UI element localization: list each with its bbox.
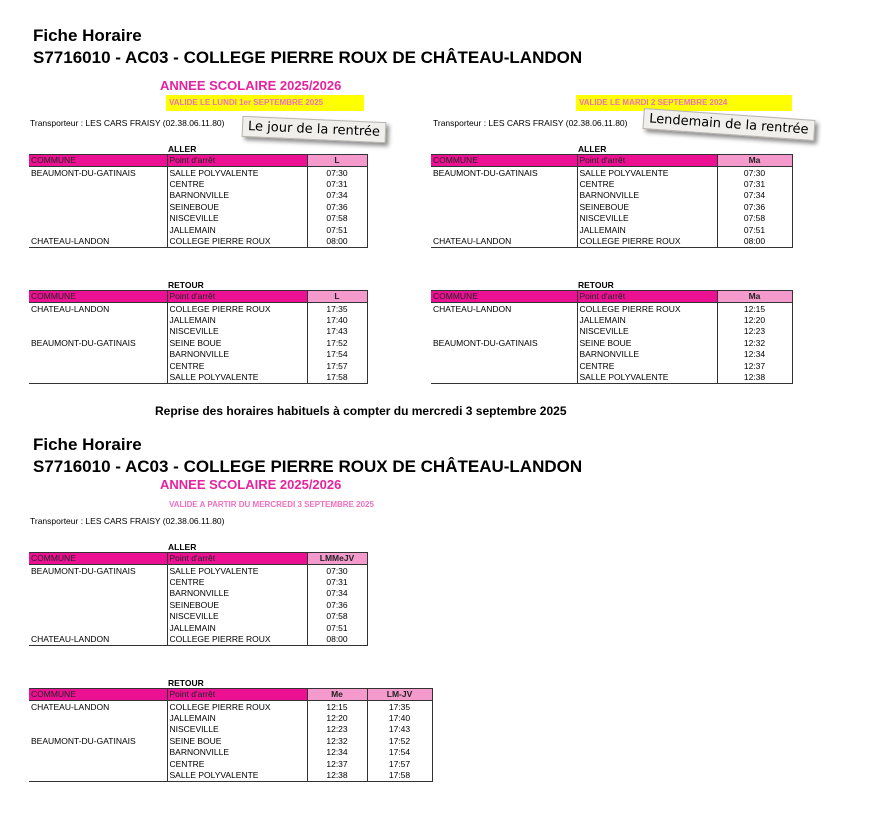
- stop-cell: CENTRE: [167, 758, 307, 769]
- transporteur-right: Transporteur : LES CARS FRAISY (02.38.06.11.80): [433, 118, 628, 128]
- retour-title-left: RETOUR: [168, 280, 204, 290]
- time-cell: 17:58: [307, 372, 367, 384]
- time-cell: 08:00: [717, 236, 792, 248]
- stop-cell: SEINE BOUE: [577, 338, 717, 349]
- time-cell: 07:34: [307, 588, 367, 599]
- stop-cell: JALLEMAIN: [167, 315, 307, 326]
- commune-cell: [431, 360, 577, 371]
- time-cell: 17:43: [367, 724, 432, 735]
- commune-cell: [29, 224, 167, 235]
- stop-cell: JALLEMAIN: [167, 224, 307, 235]
- transporteur-2: Transporteur : LES CARS FRAISY (02.38.06.11.80): [30, 516, 225, 526]
- stop-cell: SALLE POLYVALENTE: [577, 372, 717, 384]
- commune-cell: [29, 588, 167, 599]
- stop-cell: SALLE POLYVALENTE: [167, 565, 307, 577]
- commune-cell: [29, 713, 167, 724]
- stop-cell: SEINEBOUE: [167, 202, 307, 213]
- time-cell: 17:54: [307, 349, 367, 360]
- table-header-row: [29, 553, 367, 565]
- table-row: [29, 202, 367, 213]
- commune-cell: [431, 372, 577, 384]
- stop-cell: JALLEMAIN: [167, 622, 307, 633]
- time-cell: 07:58: [307, 611, 367, 622]
- time-cell: 07:30: [307, 565, 367, 577]
- column-header: LMMeJV: [307, 553, 367, 565]
- time-cell: 07:30: [717, 167, 792, 179]
- table-header-row: [29, 689, 432, 701]
- time-cell: 17:40: [307, 315, 367, 326]
- table-row: [431, 179, 792, 190]
- time-cell: 12:37: [307, 758, 367, 769]
- table-row: [431, 202, 792, 213]
- stop-cell: SEINE BOUE: [167, 736, 307, 747]
- time-cell: 07:34: [307, 190, 367, 201]
- table-row: [29, 167, 367, 179]
- commune-cell: CHATEAU-LANDON: [29, 634, 167, 646]
- commune-cell: [431, 213, 577, 224]
- commune-cell: [29, 349, 167, 360]
- stop-cell: BARNONVILLE: [167, 588, 307, 599]
- stop-cell: NISCEVILLE: [167, 213, 307, 224]
- time-cell: 12:15: [307, 701, 367, 713]
- table-row: [29, 303, 367, 315]
- time-cell: 12:23: [717, 326, 792, 337]
- table-row: [431, 190, 792, 201]
- table-row: [29, 179, 367, 190]
- commune-cell: [29, 611, 167, 622]
- retour-title-right: RETOUR: [578, 280, 614, 290]
- stop-cell: NISCEVILLE: [167, 724, 307, 735]
- commune-cell: [29, 326, 167, 337]
- table-row: [431, 338, 792, 349]
- table-row: [29, 349, 367, 360]
- table-row: [431, 213, 792, 224]
- table-row: [29, 634, 367, 646]
- stop-cell: CENTRE: [577, 360, 717, 371]
- table-row: [29, 622, 367, 633]
- table-row: [29, 577, 367, 588]
- column-header: L: [307, 155, 367, 167]
- stop-cell: JALLEMAIN: [167, 713, 307, 724]
- stop-cell: CENTRE: [167, 360, 307, 371]
- column-header: COMMUNE: [29, 291, 167, 303]
- commune-cell: [29, 315, 167, 326]
- time-cell: 17:54: [367, 747, 432, 758]
- validity-badge-right: VALIDE LE MARDI 2 SEPTEMBRE 2024: [576, 95, 792, 111]
- commune-cell: [29, 747, 167, 758]
- table-row: [431, 236, 792, 248]
- commune-cell: [431, 326, 577, 337]
- commune-cell: [431, 349, 577, 360]
- table-row: [29, 360, 367, 371]
- time-cell: 07:58: [307, 213, 367, 224]
- column-header: COMMUNE: [431, 155, 577, 167]
- table-row: [431, 224, 792, 235]
- time-cell: 07:58: [717, 213, 792, 224]
- commune-cell: [431, 190, 577, 201]
- commune-cell: [29, 179, 167, 190]
- column-header: COMMUNE: [29, 689, 167, 701]
- table-retour-right: [431, 290, 793, 384]
- table-row: [29, 372, 367, 384]
- note-lendemain-rentree: Lendemain de la rentrée: [642, 108, 815, 141]
- table-header-row: [29, 155, 367, 167]
- column-header: Ma: [717, 291, 792, 303]
- stop-cell: NISCEVILLE: [577, 213, 717, 224]
- line-title: S7716010 - AC03 - COLLEGE PIERRE ROUX DE CHÂTEAU-LANDON: [33, 48, 583, 67]
- time-cell: 12:20: [307, 713, 367, 724]
- table-row: [431, 167, 792, 179]
- transporteur-left: Transporteur : LES CARS FRAISY (02.38.06.11.80): [30, 118, 225, 128]
- stop-cell: COLLEGE PIERRE ROUX: [167, 236, 307, 248]
- column-header: LM-JV: [367, 689, 432, 701]
- commune-cell: BEAUMONT-DU-GATINAIS: [29, 565, 167, 577]
- table-retour-left: [29, 290, 368, 384]
- commune-cell: [29, 724, 167, 735]
- time-cell: 12:23: [307, 724, 367, 735]
- commune-cell: [431, 202, 577, 213]
- stop-cell: NISCEVILLE: [167, 326, 307, 337]
- stop-cell: COLLEGE PIERRE ROUX: [167, 634, 307, 646]
- commune-cell: [29, 600, 167, 611]
- time-cell: 07:51: [717, 224, 792, 235]
- time-cell: 07:51: [307, 622, 367, 633]
- time-cell: 17:40: [367, 713, 432, 724]
- aller-title-right: ALLER: [578, 144, 607, 154]
- time-cell: 12:37: [717, 360, 792, 371]
- stop-cell: NISCEVILLE: [577, 326, 717, 337]
- stop-cell: SALLE POLYVALENTE: [577, 167, 717, 179]
- table-header-row: [29, 291, 367, 303]
- time-cell: 17:52: [307, 338, 367, 349]
- table-row: [29, 224, 367, 235]
- stop-cell: SEINEBOUE: [577, 202, 717, 213]
- table-retour-2: [29, 688, 433, 782]
- table-aller-2: [29, 552, 368, 646]
- time-cell: 12:32: [307, 736, 367, 747]
- commune-cell: CHATEAU-LANDON: [29, 701, 167, 713]
- time-cell: 12:34: [717, 349, 792, 360]
- table-row: [29, 190, 367, 201]
- time-cell: 17:58: [367, 770, 432, 782]
- table-row: [29, 338, 367, 349]
- commune-cell: [29, 190, 167, 201]
- stop-cell: SALLE POLYVALENTE: [167, 167, 307, 179]
- stop-cell: SEINEBOUE: [167, 600, 307, 611]
- column-header: L: [307, 291, 367, 303]
- stop-cell: NISCEVILLE: [167, 611, 307, 622]
- line-title-2: S7716010 - AC03 - COLLEGE PIERRE ROUX DE CHÂTEAU-LANDON: [33, 457, 583, 476]
- commune-cell: [29, 577, 167, 588]
- column-header: Ma: [717, 155, 792, 167]
- table-header-row: [431, 291, 792, 303]
- time-cell: 07:31: [717, 179, 792, 190]
- commune-cell: BEAUMONT-DU-GATINAIS: [431, 338, 577, 349]
- note-jour-rentree: Le jour de la rentrée: [242, 116, 387, 143]
- time-cell: 07:34: [717, 190, 792, 201]
- table-row: [29, 236, 367, 248]
- page-title-2: Fiche Horaire: [33, 435, 142, 454]
- column-header: Point d'arrêt: [167, 155, 307, 167]
- table-row: [29, 724, 432, 735]
- time-cell: 08:00: [307, 634, 367, 646]
- time-cell: 17:35: [367, 701, 432, 713]
- commune-cell: [29, 372, 167, 384]
- commune-cell: CHATEAU-LANDON: [29, 236, 167, 248]
- column-header: Point d'arrêt: [167, 553, 307, 565]
- time-cell: 12:15: [717, 303, 792, 315]
- stop-cell: BARNONVILLE: [167, 190, 307, 201]
- table-row: [29, 747, 432, 758]
- table-row: [29, 758, 432, 769]
- commune-cell: [431, 179, 577, 190]
- table-row: [29, 713, 432, 724]
- table-row: [29, 315, 367, 326]
- stop-cell: COLLEGE PIERRE ROUX: [167, 701, 307, 713]
- time-cell: 12:20: [717, 315, 792, 326]
- stop-cell: CENTRE: [167, 179, 307, 190]
- reprise-notice: Reprise des horaires habituels à compter du mercredi 3 septembre 2025: [155, 404, 567, 418]
- table-row: [431, 360, 792, 371]
- commune-cell: CHATEAU-LANDON: [431, 236, 577, 248]
- stop-cell: COLLEGE PIERRE ROUX: [577, 236, 717, 248]
- time-cell: 17:52: [367, 736, 432, 747]
- commune-cell: [29, 770, 167, 782]
- commune-cell: [431, 315, 577, 326]
- table-row: [29, 736, 432, 747]
- time-cell: 07:36: [717, 202, 792, 213]
- stop-cell: JALLEMAIN: [577, 224, 717, 235]
- time-cell: 12:38: [307, 770, 367, 782]
- time-cell: 17:57: [367, 758, 432, 769]
- retour-title-2: RETOUR: [168, 678, 204, 688]
- table-aller-left: [29, 154, 368, 248]
- table-aller-right: [431, 154, 793, 248]
- table-row: [431, 326, 792, 337]
- time-cell: 17:57: [307, 360, 367, 371]
- table-row: [29, 611, 367, 622]
- table-row: [29, 770, 432, 782]
- column-header: Point d'arrêt: [577, 291, 717, 303]
- stop-cell: SEINE BOUE: [167, 338, 307, 349]
- time-cell: 07:36: [307, 600, 367, 611]
- commune-cell: [431, 224, 577, 235]
- stop-cell: CENTRE: [577, 179, 717, 190]
- table-row: [431, 315, 792, 326]
- time-cell: 07:31: [307, 179, 367, 190]
- column-header: COMMUNE: [29, 155, 167, 167]
- table-row: [431, 349, 792, 360]
- commune-cell: BEAUMONT-DU-GATINAIS: [29, 167, 167, 179]
- time-cell: 07:31: [307, 577, 367, 588]
- time-cell: 12:32: [717, 338, 792, 349]
- validity-badge-left: VALIDE LE LUNDI 1er SEPTEMBRE 2025: [166, 95, 364, 111]
- stop-cell: BARNONVILLE: [577, 190, 717, 201]
- table-row: [431, 372, 792, 384]
- commune-cell: BEAUMONT-DU-GATINAIS: [431, 167, 577, 179]
- stop-cell: BARNONVILLE: [167, 349, 307, 360]
- stop-cell: JALLEMAIN: [577, 315, 717, 326]
- commune-cell: [29, 758, 167, 769]
- column-header: Point d'arrêt: [167, 689, 307, 701]
- aller-title-left: ALLER: [168, 144, 197, 154]
- table-row: [29, 565, 367, 577]
- stop-cell: SALLE POLYVALENTE: [167, 770, 307, 782]
- commune-cell: CHATEAU-LANDON: [431, 303, 577, 315]
- table-row: [431, 303, 792, 315]
- commune-cell: [29, 202, 167, 213]
- school-year: ANNEE SCOLAIRE 2025/2026: [160, 78, 342, 93]
- table-row: [29, 213, 367, 224]
- column-header: Me: [307, 689, 367, 701]
- column-header: COMMUNE: [29, 553, 167, 565]
- commune-cell: [29, 360, 167, 371]
- column-header: COMMUNE: [431, 291, 577, 303]
- stop-cell: COLLEGE PIERRE ROUX: [577, 303, 717, 315]
- stop-cell: BARNONVILLE: [577, 349, 717, 360]
- time-cell: 12:38: [717, 372, 792, 384]
- page-title: Fiche Horaire: [33, 26, 142, 45]
- validity-badge-2: VALIDE A PARTIR DU MERCREDI 3 SEPTEMBRE 2025: [169, 500, 374, 509]
- table-row: [29, 588, 367, 599]
- aller-title-2: ALLER: [168, 542, 197, 552]
- time-cell: 17:35: [307, 303, 367, 315]
- commune-cell: [29, 213, 167, 224]
- commune-cell: BEAUMONT-DU-GATINAIS: [29, 338, 167, 349]
- commune-cell: CHATEAU-LANDON: [29, 303, 167, 315]
- time-cell: 07:51: [307, 224, 367, 235]
- time-cell: 08:00: [307, 236, 367, 248]
- school-year-2: ANNEE SCOLAIRE 2025/2026: [160, 477, 342, 492]
- time-cell: 12:34: [307, 747, 367, 758]
- column-header: Point d'arrêt: [577, 155, 717, 167]
- column-header: Point d'arrêt: [167, 291, 307, 303]
- time-cell: 17:43: [307, 326, 367, 337]
- stop-cell: SALLE POLYVALENTE: [167, 372, 307, 384]
- time-cell: 07:36: [307, 202, 367, 213]
- table-header-row: [431, 155, 792, 167]
- table-row: [29, 326, 367, 337]
- commune-cell: [29, 622, 167, 633]
- stop-cell: BARNONVILLE: [167, 747, 307, 758]
- table-row: [29, 701, 432, 713]
- table-row: [29, 600, 367, 611]
- commune-cell: BEAUMONT-DU-GATINAIS: [29, 736, 167, 747]
- stop-cell: CENTRE: [167, 577, 307, 588]
- time-cell: 07:30: [307, 167, 367, 179]
- stop-cell: COLLEGE PIERRE ROUX: [167, 303, 307, 315]
